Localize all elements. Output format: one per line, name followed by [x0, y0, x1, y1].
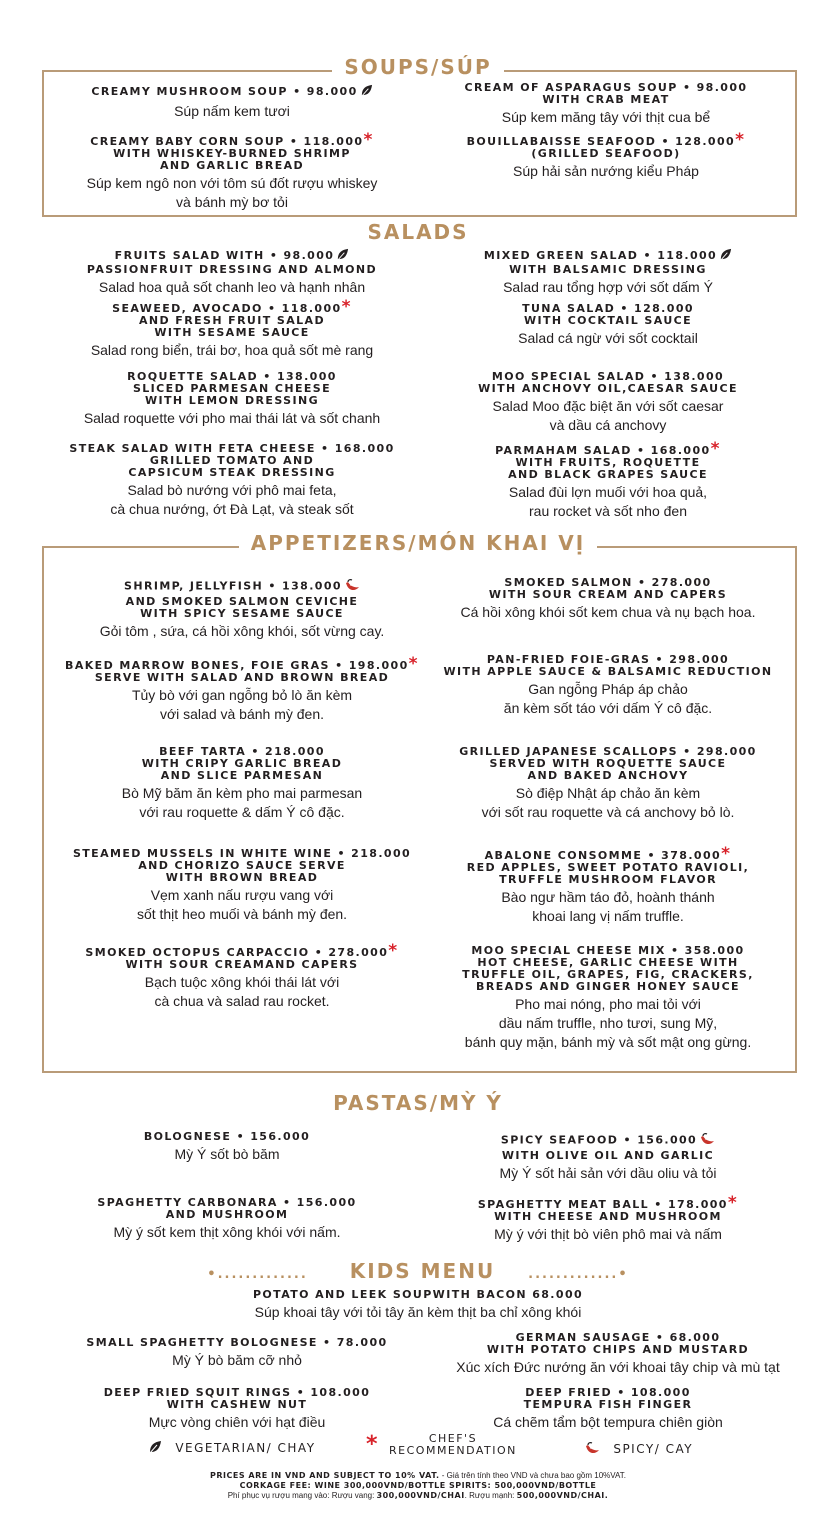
- pastas-title: PASTAS/MỲ Ý: [0, 1091, 836, 1115]
- item-description: Súp hải sản nướng kiểu Pháp: [513, 163, 699, 179]
- item-name: SMALL SPAGHETTY BOLOGNESE • 78.000: [86, 1336, 388, 1349]
- menu-item: [418, 248, 798, 297]
- item-description: Salad cá ngừ với sốt cocktail: [518, 330, 698, 346]
- menu-item: [42, 248, 422, 297]
- menu-item: [52, 746, 432, 822]
- menu-item: [42, 1197, 412, 1242]
- star-icon: *: [388, 941, 399, 961]
- item-description: Salad rong biển, trái bơ, hoa quả sốt mè rang: [90, 342, 374, 358]
- item-description: Cá hồi xông khói sốt kem chua và nụ bạch hoa.: [460, 604, 756, 620]
- item-name: CREAMY BABY CORN SOUP • 118.000* WITH WHISKEY-BURNED SHRIMP AND GARLIC BREAD: [90, 130, 374, 172]
- item-description: Gỏi tôm , sứa, cá hồi xông khói, sốt vừng cay.: [99, 623, 385, 639]
- chili-icon: [584, 1440, 600, 1459]
- item-description: Salad rau tổng hợp với sốt dấm Ý: [503, 279, 713, 295]
- star-icon: *: [735, 130, 746, 150]
- item-name: GERMAN SAUSAGE • 68.000 WITH POTATO CHIPS AND MUSTARD: [486, 1331, 750, 1356]
- leaf-icon: [360, 84, 373, 100]
- legend-vegetarian: VEGETARIAN/ CHAY: [146, 1440, 316, 1457]
- item-description: Bạch tuộc xông khói thái lát với cà chua và salad rau rocket.: [144, 974, 340, 1009]
- legend-chef: * CHEF'S RECOMMENDATION: [366, 1431, 517, 1457]
- item-name: SHRIMP, JELLYFISH • 138.000 AND SMOKED SALMON CEVICHE WITH SPICY SESAME SAUCE: [52, 577, 432, 620]
- item-description: Tủy bò với gan ngỗng bỏ lò ăn kèm với salad và bánh mỳ đen.: [131, 687, 353, 722]
- item-description: Bào ngư hầm táo đỏ, hoành thánh khoai lang vị nấm truffle.: [501, 889, 715, 924]
- item-description: Sò điệp Nhật áp chảo ăn kèm với sốt rau roquette và cá anchovy bỏ lò.: [481, 785, 735, 820]
- menu-item: [42, 1131, 412, 1164]
- item-description: Mỳ Ý sốt hải sản với dầu oliu và tỏi: [499, 1165, 717, 1181]
- menu-item: [42, 443, 422, 519]
- menu-item: [418, 1387, 798, 1432]
- item-description: Gan ngỗng Pháp áp chảo ăn kèm sốt táo với dấm Ý cô đặc.: [503, 681, 713, 716]
- leaf-icon: [148, 1440, 162, 1457]
- leaf-icon: [719, 248, 732, 264]
- appetizers-title: APPETIZERS/MÓN KHAI VỊ: [0, 531, 836, 555]
- footer-corkage: CORKAGE FEE: WINE 300,000VND/BOTTLE SPIRITS: 500,000VND/BOTTLE: [239, 1481, 597, 1490]
- menu-item: [418, 654, 798, 718]
- menu-item: [42, 1387, 432, 1432]
- item-name: DEEP FRIED • 108.000 TEMPURA FISH FINGER: [523, 1386, 693, 1411]
- star-icon: *: [363, 130, 374, 150]
- item-description: Bò Mỹ băm ăn kèm pho mai parmesan với rau roquette & dấm Ý cô đặc.: [121, 785, 363, 820]
- item-description: Pho mai nóng, pho mai tỏi với dầu nấm truffle, nho tươi, sung Mỹ, bánh quy mặn, bánh mỳ và sốt mật ong gừng.: [464, 996, 752, 1050]
- item-description: Mực vòng chiên với hạt điều: [148, 1414, 326, 1430]
- chili-icon: [344, 577, 360, 596]
- item-description: Salad hoa quả sốt chanh leo và hạnh nhân: [98, 279, 366, 295]
- menu-item: [100, 1289, 736, 1322]
- item-name: STEAMED MUSSELS IN WHITE WINE • 218.000 AND CHORIZO SAUCE SERVE WITH BROWN BREAD: [72, 847, 412, 884]
- item-name: ROQUETTE SALAD • 138.000 SLICED PARMESAN CHEESE WITH LEMON DRESSING: [127, 370, 337, 407]
- item-name: STEAK SALAD WITH FETA CHEESE • 168.000 GRILLED TOMATO AND CAPSICUM STEAK DRESSING: [69, 442, 395, 479]
- star-icon: *: [710, 439, 721, 459]
- item-name: ABALONE CONSOMME • 378.000* RED APPLES, SWEET POTATO RAVIOLI, TRUFFLE MUSHROOM FLAVOR: [466, 844, 750, 886]
- item-name: CREAM OF ASPARAGUS SOUP • 98.000 WITH CRAB MEAT: [464, 81, 748, 106]
- menu-item: [418, 945, 798, 1052]
- item-name: SPAGHETTY CARBONARA • 156.000 AND MUSHROOM: [97, 1196, 357, 1221]
- menu-item: [418, 746, 798, 822]
- menu-item: [52, 577, 432, 641]
- item-name: PARMAHAM SALAD • 168.000* WITH FRUITS, ROQUETTE AND BLACK GRAPES SAUCE: [495, 439, 721, 481]
- menu-item: [42, 371, 422, 428]
- item-name: BEEF TARTA • 218.000 WITH CRIPY GARLIC BREAD AND SLICE PARMESAN: [141, 745, 343, 782]
- menu-item: [418, 303, 798, 348]
- item-description: Súp nấm kem tươi: [174, 103, 290, 119]
- item-description: Salad bò nướng với phô mai feta, cà chua nướng, ớt Đà Lạt, và steak sốt: [110, 482, 354, 517]
- item-name: SMOKED SALMON • 278.000 WITH SOUR CREAM AND CAPERS: [488, 576, 728, 601]
- item-name: SEAWEED, AVOCADO • 118.000* AND FRESH FRUIT SALAD WITH SESAME SAUCE: [112, 297, 352, 339]
- menu-item: [436, 130, 776, 181]
- dots-right: .............•: [516, 1267, 641, 1282]
- soups-title: SOUPS/SÚP: [0, 55, 836, 79]
- kids-heading: KIDS MENU: [338, 1259, 507, 1283]
- item-name: SPICY SEAFOOD • 156.000 WITH OLIVE OIL AND GARLIC: [418, 1131, 798, 1162]
- item-description: Mỳ Ý sốt bò băm: [174, 1146, 280, 1162]
- dots-left: •.............: [195, 1267, 320, 1282]
- chili-icon: [699, 1131, 715, 1150]
- menu-item: [418, 844, 798, 926]
- item-description: Cá chẽm tẩm bột tempura chiên giòn: [493, 1414, 723, 1430]
- menu-item: [418, 1193, 798, 1244]
- menu-item: [52, 941, 432, 1011]
- menu-item: [52, 654, 432, 724]
- item-name: CREAMY MUSHROOM SOUP • 98.000: [62, 84, 402, 100]
- item-name: SMOKED OCTOPUS CARPACCIO • 278.000* WITH SOUR CREAMAND CAPERS: [85, 941, 399, 971]
- item-description: Súp khoai tây với tỏi tây ăn kèm thịt ba chỉ xông khói: [254, 1304, 582, 1320]
- item-description: Salad roquette với pho mai thái lát và sốt chanh: [83, 410, 381, 426]
- item-name: MOO SPECIAL SALAD • 138.000 WITH ANCHOVY OIL,CAESAR SAUCE: [478, 370, 738, 395]
- menu-item: [42, 1337, 432, 1370]
- menu-item: [418, 371, 798, 435]
- item-name: DEEP FRIED SQUIT RINGS • 108.000 WITH CASHEW NUT: [103, 1386, 371, 1411]
- star-icon: *: [366, 1432, 380, 1457]
- footer-corkage-vn: Phí phục vụ rượu mang vào: Rượu vang: 300,000VND/CHAI. Rượu mạnh: 500,000VND/CHAI.: [227, 1491, 609, 1500]
- kids-title: [0, 1259, 836, 1283]
- menu-item: [42, 297, 422, 360]
- item-name: TUNA SALAD • 128.000 WITH COCKTAIL SAUCE: [522, 302, 694, 327]
- item-name: PAN-FRIED FOIE-GRAS • 298.000 WITH APPLE SAUCE & BALSAMIC REDUCTION: [443, 653, 773, 678]
- menu-item: [418, 439, 798, 521]
- item-name: GRILLED JAPANESE SCALLOPS • 298.000 SERVED WITH ROQUETTE SAUCE AND BAKED ANCHOVY: [459, 745, 757, 782]
- salads-title: SALADS: [0, 220, 836, 244]
- item-description: Mỳ Ý bò băm cỡ nhỏ: [172, 1352, 302, 1368]
- item-name: BOLOGNESE • 156.000: [143, 1130, 311, 1143]
- footer-vat: PRICES ARE IN VND AND SUBJECT TO 10% VAT. - Giá trên tính theo VND và chưa bao gồm 10%VAT.: [210, 1471, 626, 1480]
- star-icon: *: [341, 297, 352, 317]
- item-name: MOO SPECIAL CHEESE MIX • 358.000 HOT CHEESE, GARLIC CHEESE WITH TRUFFLE OIL, GRAPES, FIG, CRACKERS, BREADS AND GINGER HONEY SAUCE: [462, 944, 754, 993]
- item-description: Salad Moo đặc biệt ăn với sốt caesar và dầu cá anchovy: [492, 398, 724, 433]
- menu-item: [62, 130, 402, 212]
- item-description: Mỳ ý với thịt bò viên phô mai và nấm: [494, 1226, 722, 1242]
- menu-item: [418, 1131, 798, 1183]
- item-description: Xúc xích Đức nướng ăn với khoai tây chip và mù tạt: [456, 1359, 780, 1375]
- menu-item: [418, 577, 798, 622]
- item-description: Salad đùi lợn muối với hoa quả, rau rocket và sốt nho đen: [508, 484, 708, 519]
- menu-item: [418, 1332, 818, 1377]
- item-name: MIXED GREEN SALAD • 118.000 WITH BALSAMIC DRESSING: [418, 248, 798, 276]
- item-description: Súp kem ngô non với tôm sú đốt rượu whiskey và bánh mỳ bơ tỏi: [86, 175, 378, 210]
- item-name: FRUITS SALAD WITH • 98.000 PASSIONFRUIT DRESSING AND ALMOND: [86, 249, 378, 276]
- star-icon: *: [721, 844, 732, 864]
- leaf-icon: [336, 248, 349, 264]
- item-description: Vẹm xanh nấu rượu vang với sốt thịt heo muối và bánh mỳ đen.: [136, 887, 348, 922]
- legend-spicy: SPICY/ CAY: [582, 1440, 693, 1459]
- item-name: BAKED MARROW BONES, FOIE GRAS • 198.000* SERVE WITH SALAD AND BROWN BREAD: [65, 654, 419, 684]
- menu-item: [52, 848, 432, 924]
- star-icon: *: [727, 1193, 739, 1213]
- item-description: Súp kem măng tây với thịt cua bể: [501, 109, 711, 125]
- item-description: Mỳ ý sốt kem thịt xông khói với nấm.: [113, 1224, 341, 1240]
- menu-item: [62, 84, 402, 121]
- menu-item: [436, 82, 776, 127]
- item-name: BOUILLABAISSE SEAFOOD • 128.000* (GRILLED SEAFOOD): [466, 130, 746, 160]
- star-icon: *: [408, 654, 419, 674]
- item-name: SPAGHETTY MEAT BALL • 178.000* WITH CHEESE AND MUSHROOM: [477, 1193, 739, 1223]
- item-name: POTATO AND LEEK SOUPWITH BACON 68.000: [252, 1288, 584, 1301]
